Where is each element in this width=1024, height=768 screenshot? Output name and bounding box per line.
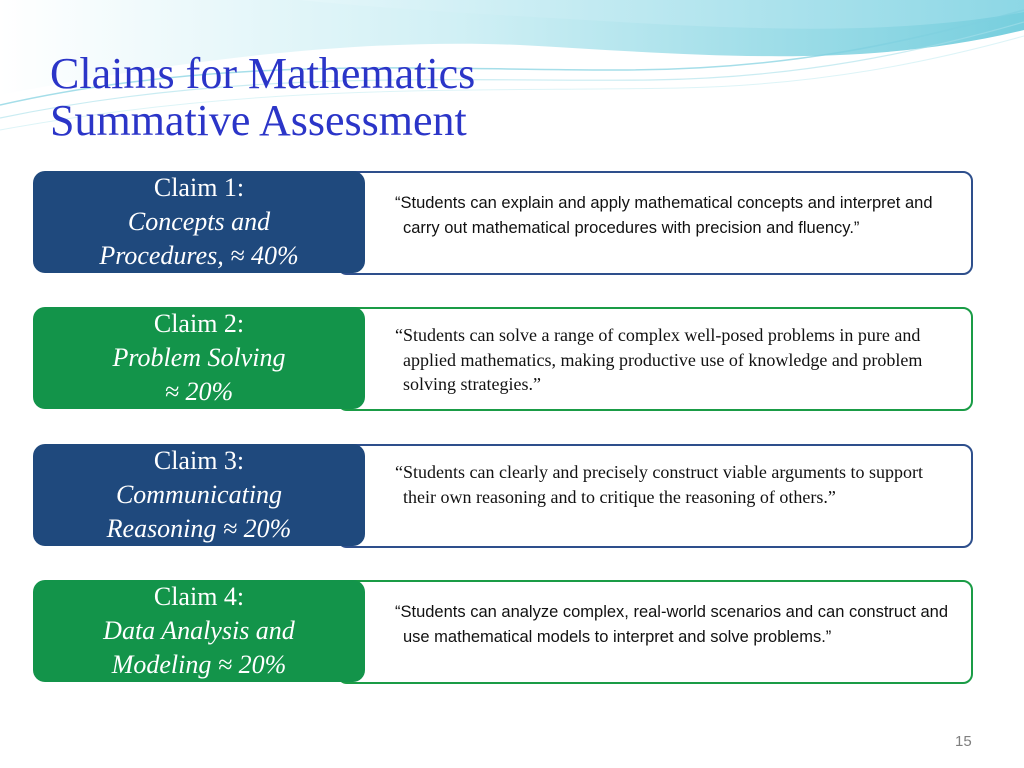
claim-4-description-box <box>337 580 973 684</box>
claim-4-heading: Claim 4: <box>153 582 245 611</box>
claim-3-label-box <box>33 444 365 546</box>
claim-1-description-box <box>337 171 973 275</box>
claim-1-heading: Claim 1: <box>153 173 245 202</box>
claim-2-description: “Students can solve a range of complex well-posed problems in pure and applied mathematics, making productive use of knowledge and problem solving strategies.” <box>395 325 923 394</box>
claim-4-name-line-1: Data Analysis and <box>103 616 295 645</box>
claim-1-label-box <box>33 171 365 273</box>
slide-title <box>50 50 475 144</box>
claim-2-description-box <box>337 307 973 411</box>
claim-1-name-line-1: Concepts and <box>127 207 271 236</box>
claim-1-row <box>33 171 973 275</box>
claim-4-description: “Students can analyze complex, real-world scenarios and can construct and use mathematical models to interpret and solve problems.” <box>395 603 949 646</box>
claim-3-name-line-2: Reasoning ≈ 20% <box>106 514 292 543</box>
claim-2-heading: Claim 2: <box>153 309 245 338</box>
slide-title-line-2: Summative Assessment <box>50 96 467 145</box>
claim-4-name-line-2: Modeling ≈ 20% <box>111 650 287 679</box>
claim-2-label-box <box>33 307 365 409</box>
claim-3-row <box>33 444 973 548</box>
claim-3-description: “Students can clearly and precisely construct viable arguments to support their own reasoning and to critique the reasoning of others.” <box>395 462 924 507</box>
claim-4-row <box>33 580 973 684</box>
claim-1-name-line-2: Procedures, ≈ 40% <box>99 241 299 270</box>
claim-3-description-box <box>337 444 973 548</box>
claim-4-label-box <box>33 580 365 682</box>
claim-2-row <box>33 307 973 411</box>
claim-1-description: “Students can explain and apply mathematical concepts and interpret and carry out mathematical procedures with precision and fluency.” <box>395 194 933 237</box>
slide-title-line-1: Claims for Mathematics <box>50 49 476 98</box>
claim-2-name-line-1: Problem Solving <box>112 343 286 372</box>
page-number: 15 <box>955 733 972 750</box>
claim-3-heading: Claim 3: <box>153 446 245 475</box>
claim-2-name-line-2: ≈ 20% <box>164 377 234 406</box>
claim-3-name-line-1: Communicating <box>115 480 283 509</box>
